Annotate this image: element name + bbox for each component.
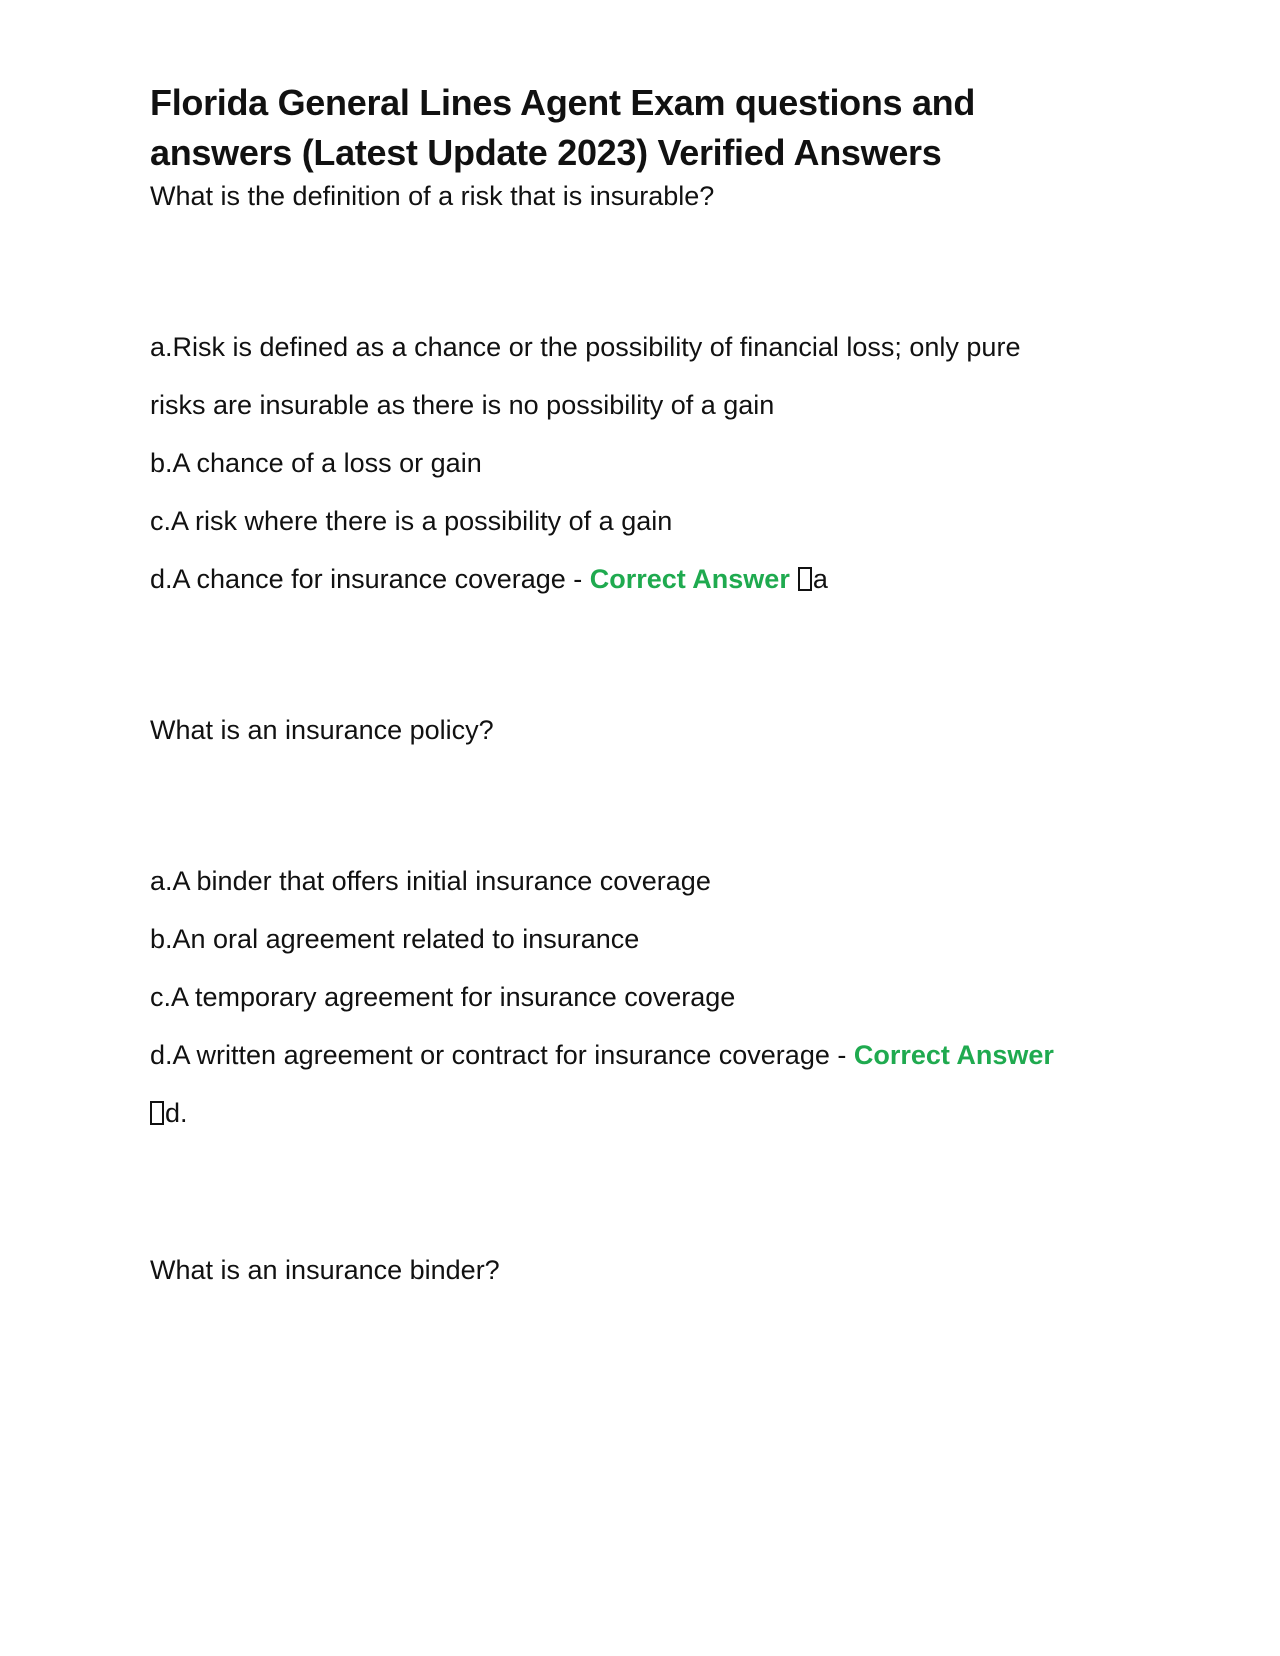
title-line-1: Florida General Lines Agent Exam questions and: [150, 82, 976, 123]
question-2: What is an insurance policy?: [150, 715, 494, 745]
q1-option-c: c.A risk where there is a possibility of a gain: [150, 506, 673, 536]
q2-correct-answer-label: Correct Answer: [853, 1040, 1054, 1070]
title-line-2: answers (Latest Update 2023) Verified Answers: [150, 132, 942, 173]
question-1: What is the definition of a risk that is insurable?: [150, 181, 715, 211]
q1-option-a-line2: risks are insurable as there is no possibility of a gain: [150, 390, 775, 420]
q2-answer-value: d.: [165, 1098, 188, 1128]
document-page: [150, 78, 1130, 1288]
q2-option-d-text: d.A written agreement or contract for insurance coverage -: [150, 1040, 854, 1070]
document-title: [150, 78, 1130, 178]
q1-answer-value: a: [812, 564, 828, 594]
q2-option-d: [150, 1026, 1130, 1142]
q2-option-a: a.A binder that offers initial insurance coverage: [150, 866, 711, 896]
q1-option-a: [150, 318, 1130, 434]
q1-option-d: [150, 550, 1130, 608]
q1-correct-answer-label: Correct Answer: [589, 564, 790, 594]
q2-option-b: b.An oral agreement related to insurance: [150, 924, 640, 954]
q1-option-b: b.A chance of a loss or gain: [150, 448, 482, 478]
q2-option-c: c.A temporary agreement for insurance coverage: [150, 982, 736, 1012]
arrow-glyph-icon: [798, 567, 812, 591]
question-3: What is an insurance binder?: [150, 1255, 500, 1285]
arrow-glyph-icon: [150, 1101, 164, 1125]
q1-option-d-text: d.A chance for insurance coverage -: [150, 564, 590, 594]
q1-option-a-line1: a.Risk is defined as a chance or the possibility of financial loss; only pure: [150, 332, 1021, 362]
